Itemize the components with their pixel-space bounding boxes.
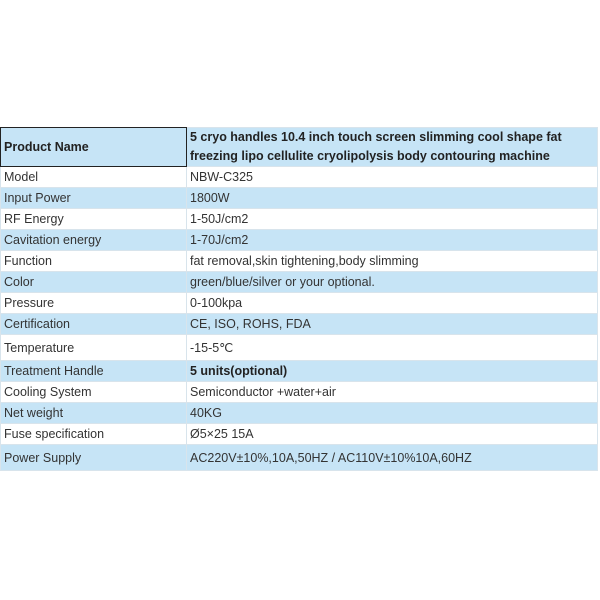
spec-label: Net weight [1, 403, 187, 424]
table-row [1, 361, 598, 382]
product-spec-table [0, 127, 598, 471]
spec-label: Color [1, 272, 187, 293]
spec-label: Product Name [1, 128, 187, 167]
spec-label: Certification [1, 314, 187, 335]
table-row [1, 272, 598, 293]
spec-label: Fuse specification [1, 424, 187, 445]
table-row [1, 335, 598, 361]
spec-value: -15-5℃ [187, 335, 598, 361]
spec-value: Ø5×25 15A [187, 424, 598, 445]
spec-value: fat removal,skin tightening,body slimming [187, 251, 598, 272]
spec-label: Treatment Handle [1, 361, 187, 382]
spec-label: RF Energy [1, 209, 187, 230]
spec-value: 1-70J/cm2 [187, 230, 598, 251]
table-row [1, 230, 598, 251]
table-row [1, 251, 598, 272]
spec-label: Model [1, 167, 187, 188]
spec-value: 1800W [187, 188, 598, 209]
table-row [1, 167, 598, 188]
table-row [1, 188, 598, 209]
table-header-row [1, 128, 598, 167]
table-row [1, 314, 598, 335]
spec-value: CE, ISO, ROHS, FDA [187, 314, 598, 335]
table-row [1, 445, 598, 471]
spec-label: Temperature [1, 335, 187, 361]
spec-value: 40KG [187, 403, 598, 424]
spec-value: 5 units(optional) [187, 361, 598, 382]
table-row [1, 209, 598, 230]
table-row [1, 424, 598, 445]
spec-value: 5 cryo handles 10.4 inch touch screen slimming cool shape fat freezing lipo cellulite cryolipolysis body contouring machine [187, 128, 598, 167]
spec-label: Input Power [1, 188, 187, 209]
spec-value: 0-100kpa [187, 293, 598, 314]
spec-value: green/blue/silver or your optional. [187, 272, 598, 293]
spec-label: Function [1, 251, 187, 272]
spec-value: NBW-C325 [187, 167, 598, 188]
spec-value: AC220V±10%,10A,50HZ / AC110V±10%10A,60HZ [187, 445, 598, 471]
table-row [1, 382, 598, 403]
spec-value: Semiconductor +water+air [187, 382, 598, 403]
spec-label: Power Supply [1, 445, 187, 471]
table-row [1, 403, 598, 424]
spec-label: Cavitation energy [1, 230, 187, 251]
spec-label: Cooling System [1, 382, 187, 403]
spec-value: 1-50J/cm2 [187, 209, 598, 230]
table-row [1, 293, 598, 314]
spec-label: Pressure [1, 293, 187, 314]
